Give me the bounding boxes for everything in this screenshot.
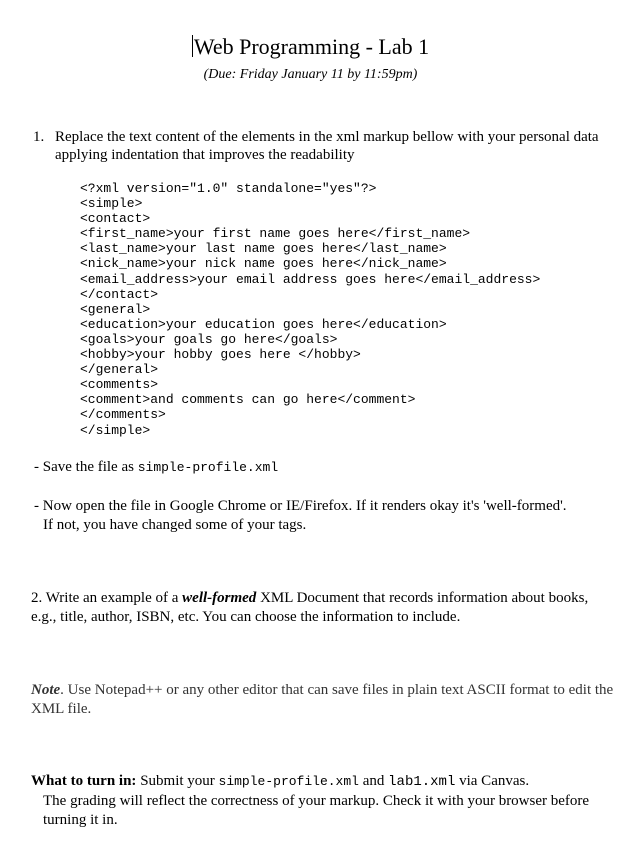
code-line: <?xml version="1.0" standalone="yes"?>	[80, 181, 377, 196]
code-line: <contact>	[80, 211, 151, 227]
code-line: <comments>	[80, 377, 159, 393]
note-paragraph	[31, 681, 616, 719]
save-filename: simple-profile.xml	[137, 460, 279, 475]
code-line: <comment>and comments can go here</comment>	[80, 392, 416, 408]
code-line: </simple>	[80, 422, 151, 438]
item2-emphasis: well-formed	[182, 590, 257, 606]
turn-in-label: What to turn in:	[31, 773, 137, 789]
open-step	[34, 497, 619, 535]
open-step-line1: - Now open the file in Google Chrome or IE/Firefox. If it renders okay it's 'well-formed'.	[34, 498, 567, 514]
title-text: Web Programming - Lab 1	[193, 34, 430, 59]
save-step	[34, 458, 278, 477]
turn-in-and: and	[358, 773, 389, 789]
turn-in-text: Submit your	[136, 773, 219, 789]
turn-in-section	[31, 772, 616, 830]
code-line: <email_address>your email address goes here</email_address>	[80, 271, 541, 287]
turn-in-file2: lab1.xml	[388, 774, 456, 790]
item2-question	[31, 589, 616, 627]
text-cursor	[192, 35, 193, 57]
code-line: <first_name>your first name goes here</first_name>	[80, 226, 471, 242]
code-line: <last_name>your last name goes here</last_name>	[80, 241, 447, 257]
code-line: <education>your education goes here</education>	[80, 316, 447, 332]
code-line: </contact>	[80, 286, 159, 302]
code-line: </comments>	[80, 407, 166, 423]
code-line: <nick_name>your nick name goes here</nick_name>	[80, 256, 447, 272]
code-line: <simple>	[80, 196, 143, 212]
page-title	[0, 33, 621, 61]
open-step-line2: If not, you have changed some of your tags.	[43, 517, 307, 533]
item1-number: 1.	[33, 129, 45, 145]
turn-in-via: via Canvas.	[455, 773, 530, 789]
save-step-text: - Save the file as	[34, 459, 138, 475]
turn-in-line1	[31, 772, 616, 792]
turn-in-file1: simple-profile.xml	[218, 774, 359, 789]
note-text: . Use Notepad++ or any other editor that can save files in plain text ASCII format to edit the XML file.	[31, 682, 614, 717]
code-line: <goals>your goals go here</goals>	[80, 331, 338, 347]
turn-in-line2: The grading will reflect the correctness of your markup. Check it with your browser before turning it in.	[43, 793, 590, 828]
code-line: <general>	[80, 301, 151, 317]
code-line: <hobby>your hobby goes here </hobby>	[80, 347, 361, 363]
note-label: Note	[31, 682, 61, 698]
due-date: (Due: Friday January 11 by 11:59pm)	[203, 67, 418, 82]
code-line: </general>	[80, 362, 159, 378]
xml-code-block	[80, 181, 540, 438]
item2-suffix: XML Document that records information about books, e.g., title, author, ISBN, etc. You can choose the information to include.	[31, 590, 589, 625]
item2-prefix: 2. Write an example of a	[31, 590, 183, 606]
item1-instructions: Replace the text content of the elements in the xml markup bellow with your personal data applying indentation that improves the readability	[55, 129, 599, 163]
